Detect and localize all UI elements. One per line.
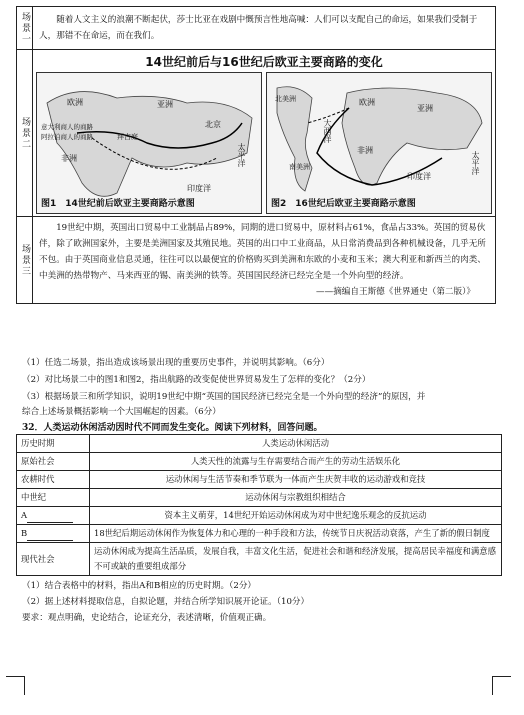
map2-caption: 图2 16世纪后欧亚主要商路示意图 xyxy=(271,199,416,209)
leisure-period-cell: 原始社会 xyxy=(17,453,90,471)
scene3-source: ——摘编自王斯德《世界通史（第二版）》 xyxy=(316,287,475,297)
map1 xyxy=(36,72,262,214)
leisure-table-row xyxy=(17,543,502,576)
scene2-row xyxy=(17,50,496,217)
leisure-content-cell: 18世纪后期运动休闲作为恢复体力和心理的一种手段和方法，传统节日庆祝活动衰落，产生了新的假日制度 xyxy=(90,525,502,543)
scene2-map-cell xyxy=(33,50,496,217)
map2-label-indian-ocean: 印度洋 xyxy=(407,172,431,181)
scene3-text: 19世纪中期，英国出口贸易中工业制品占89%，同期的进口贸易中，原材料占61%，食品占33%。英国的贸易伙伴，除了欧洲国家外，主要是美洲国家及其殖民地。英国的出口中工业商品，从日常消费品到各种机械设备，几乎无所不包。由于英国商业信息灵通，往往可以以最便宜的价格购买到美洲和东欧的小麦和玉米；澳大利亚和新西兰的肉类、中美洲的热带物产、马来西亚的锡、南美洲的铁等。英国国民经济已经完全是一个外向型的经济。 xyxy=(39,223,486,281)
map2-label-pacific: 太平洋 xyxy=(471,151,480,175)
leisure-period-cell: 现代社会 xyxy=(17,543,90,576)
scene2-label: 场景二 xyxy=(17,50,33,217)
scene-table xyxy=(16,6,496,304)
crop-mark-left xyxy=(6,676,25,695)
scene3-label: 场景三 xyxy=(17,217,33,304)
map2-label-europe: 欧洲 xyxy=(359,98,375,107)
leisure-table-row xyxy=(17,507,502,525)
crop-mark-right xyxy=(492,676,511,695)
leisure-period-cell: 历史时期 xyxy=(17,435,90,453)
map2-label-south-america: 南美洲 xyxy=(289,163,310,171)
leisure-content-cell: 运动休闲成为提高生活品质，发展自我，丰富文化生活，促进社会和谐和经济发展，提高居民幸福度和满意感不可或缺的重要组成部分 xyxy=(90,543,502,576)
question-32-sub2: （2）据上述材料提取信息，自拟论题，并结合所学知识展开论证。（10分） xyxy=(22,597,310,607)
map1-label-asia: 亚洲 xyxy=(157,100,173,109)
leisure-table xyxy=(16,434,502,576)
map2-label-africa: 非洲 xyxy=(357,146,373,155)
scene1-label: 场景一 xyxy=(17,7,33,50)
question-3-line1: （3）根据场景三和所学知识，说明19世纪中期“英国的国民经济已经完全是一个外向型的经济”的原因，并 xyxy=(22,392,426,402)
map2-drawing xyxy=(267,73,491,213)
leisure-content-cell: 运动休闲与宗教组织相结合 xyxy=(90,489,502,507)
answer-blank-line[interactable] xyxy=(27,512,73,523)
map1-legend-italian: 意大利商人的商路 xyxy=(41,123,93,131)
map-title: 14世纪前后与16世纪后欧亚主要商路的变化 xyxy=(145,55,383,69)
map1-label-europe: 欧洲 xyxy=(67,98,83,107)
leisure-blank-b: B xyxy=(17,525,90,543)
map2 xyxy=(266,72,492,214)
map2-label-asia: 亚洲 xyxy=(417,104,433,113)
leisure-table-row xyxy=(17,435,502,453)
map2-label-atlantic: 大西洋 xyxy=(323,119,332,143)
map1-label-indian-ocean: 印度洋 xyxy=(187,184,211,193)
question-32-title: 32．人类运动休闲活动因时代不同而发生变化。阅读下列材料，回答问题。 xyxy=(22,423,323,433)
map2-label-north-america: 北美洲 xyxy=(275,95,296,103)
leisure-table-row xyxy=(17,525,502,543)
question-32-requirement: 要求：观点明确，史论结合，论证充分，表述清晰，价值观正确。 xyxy=(22,613,272,623)
question-2: （2）对比场景二中的图1和图2，指出航路的改变促使世界贸易发生了怎样的变化？（2分） xyxy=(22,375,371,385)
leisure-table-row xyxy=(17,471,502,489)
question-3-line2: 综合上述场景概括影响一个大国崛起的因素。（6分） xyxy=(22,407,221,417)
scene1-text: 随着人文主义的浪潮不断起伏，莎士比亚在戏剧中慨预言性地高喊：人们可以支配自己的命运，如果我们受制于人，那错不在命运，而在我们。 xyxy=(33,7,496,50)
leisure-blank-a: A xyxy=(17,507,90,525)
leisure-table-row xyxy=(17,489,502,507)
leisure-period-cell: 农耕时代 xyxy=(17,471,90,489)
leisure-period-cell: 中世纪 xyxy=(17,489,90,507)
answer-blank-line[interactable] xyxy=(27,530,73,541)
map1-label-pacific: 太平洋 xyxy=(237,143,246,167)
leisure-table-body xyxy=(17,435,502,576)
leisure-content-cell: 运动休闲与生活节奏和季节联为一体而产生庆贺丰收的运动游戏和竞技 xyxy=(90,471,502,489)
leisure-content-cell: 资本主义萌芽，14世纪开始运动休闲成为对中世纪逸乐观念的反抗运动 xyxy=(90,507,502,525)
map1-label-beijing: 北京 xyxy=(205,120,221,129)
scene3-cell xyxy=(33,217,496,304)
scene1-row xyxy=(17,7,496,50)
leisure-table-row xyxy=(17,453,502,471)
map1-caption: 图1 14世纪前后欧亚主要商路示意图 xyxy=(41,199,195,209)
leisure-content-cell: 人类天性的流露与生存需要结合而产生的劳动生活娱乐化 xyxy=(90,453,502,471)
question-32-sub1: （1）结合表格中的材料，指出A和B相应的历史时期。（2分） xyxy=(22,581,257,591)
map1-label-africa: 非洲 xyxy=(61,154,77,163)
map1-label-byzantium: 拜占庭 xyxy=(117,133,138,141)
map1-legend-arab: 阿拉伯商人的商路 xyxy=(41,133,93,141)
question-1: （1）任选二场景，指出造成该场景出现的重要历史事件，并说明其影响。（6分） xyxy=(22,358,330,368)
leisure-content-cell: 人类运动休闲活动 xyxy=(90,435,502,453)
maps-row xyxy=(36,72,492,214)
scene3-row xyxy=(17,217,496,304)
